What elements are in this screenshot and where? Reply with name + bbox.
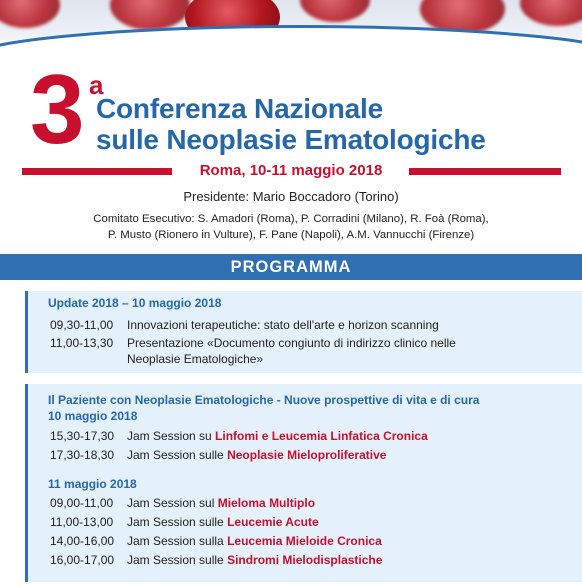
session-topic: Neoplasie Mieloproliferative — [227, 448, 387, 462]
session-topic: Linfomi e Leucemia Linfatica Cronica — [215, 429, 428, 443]
session-description: Presentazione «Documento congiunto di indirizzo clinico nelle Neoplasie Ematologiche» — [127, 336, 456, 366]
day-heading: 11 maggio 2018 — [48, 477, 137, 491]
place-date: Roma, 10-11 maggio 2018 — [199, 162, 383, 179]
session-prefix: Jam Session sulla — [127, 534, 224, 548]
session-time: 16,00-17,00 — [50, 553, 115, 567]
list-item — [50, 428, 428, 444]
session-prefix: Jam Session sulle — [127, 448, 224, 462]
section-title: Il Paziente con Neoplasie Ematologiche - Nuove prospettive di vita e di cura — [48, 393, 480, 407]
list-item — [50, 317, 507, 333]
programma-label: PROGRAMMA — [230, 258, 352, 276]
session-prefix: Jam Session sul — [127, 496, 215, 510]
header-banner-image — [0, 0, 582, 50]
session-time: 17,30-18,30 — [50, 448, 115, 462]
list-item — [50, 335, 507, 367]
session-topic: Mieloma Multiplo — [217, 496, 316, 510]
programma-bar — [0, 254, 582, 280]
section-title: Update 2018 – 10 maggio 2018 — [48, 296, 222, 310]
edition-suffix: a — [89, 70, 104, 100]
list-item — [50, 495, 315, 511]
session-prefix: Jam Session su — [127, 429, 212, 443]
session-topic: Leucemie Acute — [227, 515, 319, 529]
session-time: 11,00-13,00 — [50, 515, 114, 529]
committee-line-2: P. Musto (Rionero in Vulture), F. Pane (Napoli), A.M. Vannucchi (Firenze) — [107, 229, 475, 241]
session-topic: Leucemia Mieloide Cronica — [227, 534, 382, 548]
conference-title-line1: Conferenza Nazionale — [96, 93, 383, 124]
program-section-patient — [25, 384, 582, 582]
committee-line-1: Comitato Esecutivo: S. Amadori (Roma), P. Corradini (Milano), R. Foà (Roma), — [93, 213, 489, 225]
session-time: 09,30-11,00 — [50, 318, 114, 332]
session-time: 15,30-17,30 — [50, 429, 115, 443]
session-prefix: Jam Session sulle — [127, 553, 224, 567]
session-time: 14,00-16,00 — [50, 534, 115, 548]
conference-title-line2: sulle Neoplasie Ematologiche — [96, 124, 486, 155]
session-time: 09,00-11,00 — [50, 496, 114, 510]
day-heading: 10 maggio 2018 — [48, 409, 138, 423]
president-line: Presidente: Mario Boccadoro (Torino) — [183, 189, 399, 204]
executive-committee — [0, 211, 582, 243]
session-description: Innovazioni terapeutiche: stato dell'arte e horizon scanning — [127, 318, 439, 332]
list-item — [50, 447, 386, 463]
session-topic: Sindromi Mielodisplastiche — [227, 553, 383, 567]
session-prefix: Jam Session sulle — [127, 515, 224, 529]
edition-number: 3 — [30, 54, 85, 164]
program-section-update — [25, 291, 582, 373]
list-item — [50, 552, 382, 568]
list-item — [50, 533, 382, 549]
list-item — [50, 514, 319, 530]
session-time: 11,00-13,30 — [50, 336, 114, 350]
